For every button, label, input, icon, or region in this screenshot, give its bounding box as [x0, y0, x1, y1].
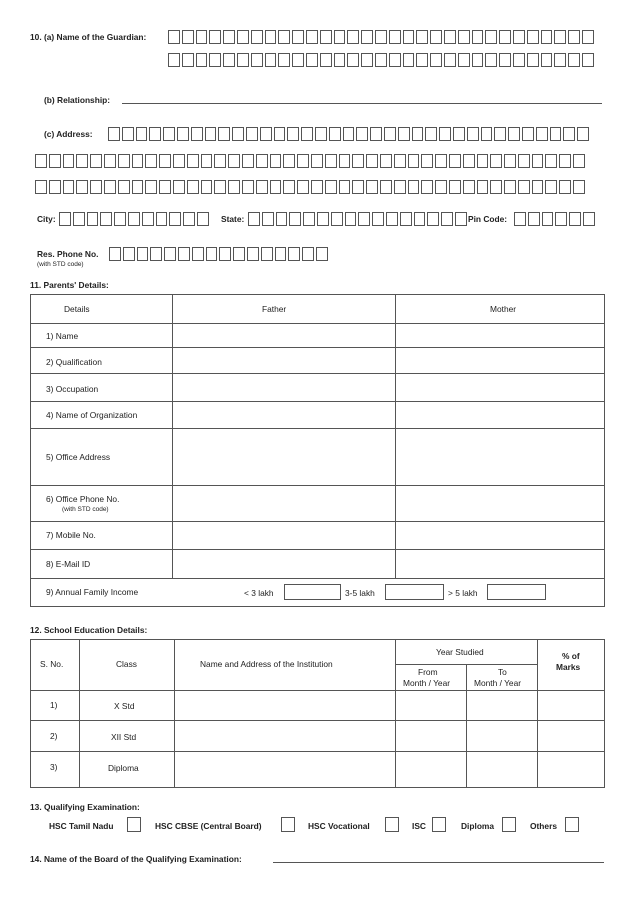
char-box[interactable]: [325, 154, 337, 168]
char-box[interactable]: [132, 180, 144, 194]
char-box[interactable]: [128, 212, 140, 226]
char-box[interactable]: [504, 180, 516, 194]
char-box[interactable]: [260, 127, 272, 141]
char-box[interactable]: [209, 53, 221, 67]
char-box[interactable]: [389, 30, 401, 44]
char-box[interactable]: [370, 127, 382, 141]
char-box[interactable]: [380, 180, 392, 194]
char-box[interactable]: [347, 53, 359, 67]
qual-option-others-checkbox[interactable]: [565, 817, 579, 832]
char-box[interactable]: [237, 30, 249, 44]
char-box[interactable]: [394, 154, 406, 168]
char-box[interactable]: [416, 30, 428, 44]
char-box[interactable]: [178, 247, 190, 261]
char-box[interactable]: [205, 127, 217, 141]
board-name-field[interactable]: [273, 862, 604, 863]
char-box[interactable]: [334, 53, 346, 67]
char-box[interactable]: [403, 30, 415, 44]
char-box[interactable]: [104, 154, 116, 168]
char-box[interactable]: [311, 180, 323, 194]
char-box[interactable]: [265, 30, 277, 44]
char-box[interactable]: [408, 180, 420, 194]
char-box[interactable]: [568, 53, 580, 67]
char-box[interactable]: [485, 30, 497, 44]
char-box[interactable]: [183, 212, 195, 226]
char-box[interactable]: [569, 212, 581, 226]
income-option-3-label: > 5 lakh: [448, 588, 478, 598]
char-box[interactable]: [218, 127, 230, 141]
char-box[interactable]: [414, 212, 426, 226]
char-box[interactable]: [201, 154, 213, 168]
char-box[interactable]: [542, 212, 554, 226]
char-box[interactable]: [306, 53, 318, 67]
char-box[interactable]: [408, 154, 420, 168]
char-box[interactable]: [481, 127, 493, 141]
school-row-1-sno: 1): [50, 700, 58, 710]
char-box[interactable]: [583, 212, 595, 226]
char-box[interactable]: [536, 127, 548, 141]
char-box[interactable]: [421, 154, 433, 168]
char-box[interactable]: [145, 154, 157, 168]
char-box[interactable]: [292, 30, 304, 44]
parents-col-divider-1: [172, 294, 173, 578]
char-box[interactable]: [262, 212, 274, 226]
res-phone-label: Res. Phone No.: [37, 249, 99, 259]
char-box[interactable]: [339, 154, 351, 168]
board-title: 14. Name of the Board of the Qualifying Examination:: [30, 854, 242, 864]
state-boxes[interactable]: [248, 212, 469, 226]
char-box[interactable]: [339, 180, 351, 194]
parents-row-organization: 4) Name of Organization: [46, 410, 138, 420]
char-box[interactable]: [398, 127, 410, 141]
char-box[interactable]: [63, 180, 75, 194]
char-box[interactable]: [453, 127, 465, 141]
char-box[interactable]: [356, 127, 368, 141]
char-box[interactable]: [297, 154, 309, 168]
char-box[interactable]: [463, 180, 475, 194]
char-box[interactable]: [247, 247, 259, 261]
city-label: City:: [37, 214, 56, 224]
school-header-to-month-year: Month / Year: [474, 678, 522, 688]
char-box[interactable]: [550, 127, 562, 141]
char-box[interactable]: [132, 154, 144, 168]
char-box[interactable]: [494, 127, 506, 141]
parents-row-income: 9) Annual Family Income: [46, 587, 139, 597]
char-box[interactable]: [573, 154, 585, 168]
char-box[interactable]: [467, 127, 479, 141]
char-box[interactable]: [114, 212, 126, 226]
qual-option-others-label: Others: [530, 821, 557, 831]
school-row-2-sno: 2): [50, 731, 58, 741]
school-row-3-class: Diploma: [108, 763, 139, 773]
char-box[interactable]: [430, 53, 442, 67]
pin-code-label: Pin Code:: [468, 214, 508, 224]
char-box[interactable]: [345, 212, 357, 226]
char-box[interactable]: [518, 180, 530, 194]
char-box[interactable]: [394, 180, 406, 194]
char-box[interactable]: [187, 180, 199, 194]
char-box[interactable]: [242, 180, 254, 194]
q10c-label: (c) Address:: [44, 129, 93, 139]
income-option-1-box[interactable]: [284, 584, 341, 600]
char-box[interactable]: [276, 212, 288, 226]
res-phone-std-note: (with STD code): [37, 261, 84, 268]
parents-row-mobile: 7) Mobile No.: [46, 530, 96, 540]
income-option-1-label: < 3 lakh: [244, 588, 274, 598]
char-box[interactable]: [156, 212, 168, 226]
char-box[interactable]: [559, 180, 571, 194]
char-box[interactable]: [458, 30, 470, 44]
char-box[interactable]: [528, 212, 540, 226]
office-phone-std-note: (with STD code): [62, 506, 109, 513]
char-box[interactable]: [315, 127, 327, 141]
char-box[interactable]: [334, 30, 346, 44]
char-box[interactable]: [303, 212, 315, 226]
char-box[interactable]: [427, 212, 439, 226]
income-option-2-box[interactable]: [385, 584, 444, 600]
parents-col-divider-2: [395, 294, 396, 578]
char-box[interactable]: [173, 154, 185, 168]
guardian-name-boxes-line1[interactable]: [168, 30, 596, 44]
school-header-class: Class: [116, 659, 137, 669]
state-label: State:: [221, 214, 245, 224]
char-box[interactable]: [118, 154, 130, 168]
char-box[interactable]: [573, 180, 585, 194]
char-box[interactable]: [527, 53, 539, 67]
char-box[interactable]: [228, 154, 240, 168]
char-box[interactable]: [532, 180, 544, 194]
char-box[interactable]: [325, 180, 337, 194]
char-box[interactable]: [449, 154, 461, 168]
school-header-pct: % of: [562, 651, 580, 661]
char-box[interactable]: [122, 127, 134, 141]
char-box[interactable]: [275, 247, 287, 261]
char-box[interactable]: [361, 30, 373, 44]
char-box[interactable]: [463, 154, 475, 168]
char-box[interactable]: [232, 127, 244, 141]
char-box[interactable]: [582, 30, 594, 44]
char-box[interactable]: [320, 53, 332, 67]
char-box[interactable]: [168, 53, 180, 67]
char-box[interactable]: [164, 247, 176, 261]
char-box[interactable]: [173, 180, 185, 194]
qual-option-hsc-tn-checkbox[interactable]: [127, 817, 141, 832]
char-box[interactable]: [104, 180, 116, 194]
char-box[interactable]: [532, 154, 544, 168]
char-box[interactable]: [118, 180, 130, 194]
char-box[interactable]: [100, 212, 112, 226]
qualifying-title: 13. Qualifying Examination:: [30, 802, 140, 812]
char-box[interactable]: [513, 53, 525, 67]
char-box[interactable]: [514, 212, 526, 226]
char-box[interactable]: [490, 154, 502, 168]
char-box[interactable]: [477, 180, 489, 194]
char-box[interactable]: [329, 127, 341, 141]
char-box[interactable]: [472, 53, 484, 67]
char-box[interactable]: [283, 154, 295, 168]
school-header-year-studied: Year Studied: [436, 647, 484, 657]
char-box[interactable]: [49, 180, 61, 194]
relationship-field[interactable]: [122, 103, 602, 104]
qual-option-isc-checkbox[interactable]: [432, 817, 446, 832]
pin-code-boxes[interactable]: [514, 212, 597, 226]
char-box[interactable]: [545, 180, 557, 194]
char-box[interactable]: [182, 53, 194, 67]
char-box[interactable]: [192, 247, 204, 261]
qual-option-diploma-checkbox[interactable]: [502, 817, 516, 832]
char-box[interactable]: [366, 154, 378, 168]
char-box[interactable]: [197, 212, 209, 226]
char-box[interactable]: [311, 154, 323, 168]
char-box[interactable]: [317, 212, 329, 226]
char-box[interactable]: [412, 127, 424, 141]
school-details-title: 12. School Education Details:: [30, 625, 148, 635]
char-box[interactable]: [416, 53, 428, 67]
char-box[interactable]: [233, 247, 245, 261]
char-box[interactable]: [563, 127, 575, 141]
char-box[interactable]: [214, 180, 226, 194]
char-box[interactable]: [149, 127, 161, 141]
char-box[interactable]: [136, 127, 148, 141]
char-box[interactable]: [248, 212, 260, 226]
char-box[interactable]: [292, 53, 304, 67]
q10b-label: (b) Relationship:: [44, 95, 111, 105]
char-box[interactable]: [87, 212, 99, 226]
char-box[interactable]: [137, 247, 149, 261]
school-row-2-class: XII Std: [111, 732, 137, 742]
char-box[interactable]: [499, 53, 511, 67]
char-box[interactable]: [375, 53, 387, 67]
char-box[interactable]: [458, 53, 470, 67]
char-box[interactable]: [278, 53, 290, 67]
char-box[interactable]: [209, 30, 221, 44]
char-box[interactable]: [256, 154, 268, 168]
char-box[interactable]: [270, 154, 282, 168]
parents-row-office-address: 5) Office Address: [46, 452, 111, 462]
qual-option-cbse-checkbox[interactable]: [281, 817, 295, 832]
address-boxes-line3[interactable]: [35, 180, 587, 194]
char-box[interactable]: [187, 154, 199, 168]
char-box[interactable]: [265, 53, 277, 67]
school-header-marks: Marks: [556, 662, 581, 672]
char-box[interactable]: [177, 127, 189, 141]
char-box[interactable]: [90, 154, 102, 168]
char-box[interactable]: [35, 154, 47, 168]
res-phone-boxes[interactable]: [109, 247, 330, 261]
qual-option-diploma-label: Diploma: [461, 821, 495, 831]
qual-option-isc-label: ISC: [412, 821, 426, 831]
char-box[interactable]: [123, 247, 135, 261]
char-box[interactable]: [380, 154, 392, 168]
char-box[interactable]: [223, 30, 235, 44]
char-box[interactable]: [237, 53, 249, 67]
char-box[interactable]: [191, 127, 203, 141]
char-box[interactable]: [485, 53, 497, 67]
char-box[interactable]: [425, 127, 437, 141]
char-box[interactable]: [386, 212, 398, 226]
char-box[interactable]: [283, 180, 295, 194]
char-box[interactable]: [35, 180, 47, 194]
char-box[interactable]: [63, 154, 75, 168]
income-option-3-box[interactable]: [487, 584, 546, 600]
qual-option-vocational-label: HSC Vocational: [308, 821, 370, 831]
char-box[interactable]: [366, 180, 378, 194]
parents-header-mother: Mother: [490, 304, 517, 314]
char-box[interactable]: [389, 53, 401, 67]
char-box[interactable]: [518, 154, 530, 168]
income-option-2-label: 3-5 lakh: [345, 588, 375, 598]
char-box[interactable]: [109, 247, 121, 261]
char-box[interactable]: [384, 127, 396, 141]
char-box[interactable]: [352, 180, 364, 194]
char-box[interactable]: [358, 212, 370, 226]
char-box[interactable]: [577, 127, 589, 141]
char-box[interactable]: [343, 127, 355, 141]
char-box[interactable]: [196, 30, 208, 44]
char-box[interactable]: [513, 30, 525, 44]
char-box[interactable]: [499, 30, 511, 44]
char-box[interactable]: [242, 154, 254, 168]
char-box[interactable]: [206, 247, 218, 261]
parents-row-name: 1) Name: [46, 331, 79, 341]
parents-header-father: Father: [262, 304, 287, 314]
char-box[interactable]: [150, 247, 162, 261]
char-box[interactable]: [73, 212, 85, 226]
char-box[interactable]: [270, 180, 282, 194]
school-row-1-class: X Std: [114, 701, 135, 711]
parents-row-qualification: 2) Qualification: [46, 357, 102, 367]
char-box[interactable]: [455, 212, 467, 226]
char-box[interactable]: [163, 127, 175, 141]
char-box[interactable]: [435, 180, 447, 194]
char-box[interactable]: [246, 127, 258, 141]
char-box[interactable]: [316, 247, 328, 261]
char-box[interactable]: [289, 212, 301, 226]
char-box[interactable]: [490, 180, 502, 194]
parents-details-title: 11. Parents' Details:: [30, 280, 109, 290]
char-box[interactable]: [472, 30, 484, 44]
char-box[interactable]: [251, 30, 263, 44]
char-box[interactable]: [320, 30, 332, 44]
char-box[interactable]: [508, 127, 520, 141]
char-box[interactable]: [555, 212, 567, 226]
char-box[interactable]: [435, 154, 447, 168]
char-box[interactable]: [430, 30, 442, 44]
char-box[interactable]: [142, 212, 154, 226]
qual-option-vocational-checkbox[interactable]: [385, 817, 399, 832]
school-header-to: To: [498, 667, 507, 677]
char-box[interactable]: [421, 180, 433, 194]
char-box[interactable]: [306, 30, 318, 44]
city-boxes[interactable]: [59, 212, 211, 226]
char-box[interactable]: [145, 180, 157, 194]
char-box[interactable]: [261, 247, 273, 261]
char-box[interactable]: [76, 154, 88, 168]
char-box[interactable]: [559, 154, 571, 168]
char-box[interactable]: [444, 53, 456, 67]
char-box[interactable]: [403, 53, 415, 67]
char-box[interactable]: [59, 212, 71, 226]
char-box[interactable]: [159, 180, 171, 194]
char-box[interactable]: [375, 30, 387, 44]
char-box[interactable]: [541, 53, 553, 67]
char-box[interactable]: [214, 154, 226, 168]
address-boxes-line2[interactable]: [35, 154, 587, 168]
char-box[interactable]: [274, 127, 286, 141]
school-header-from-month-year: Month / Year: [403, 678, 451, 688]
char-box[interactable]: [90, 180, 102, 194]
char-box[interactable]: [372, 212, 384, 226]
char-box[interactable]: [444, 30, 456, 44]
school-header-institution: Name and Address of the Institution: [200, 659, 333, 669]
char-box[interactable]: [201, 180, 213, 194]
char-box[interactable]: [288, 247, 300, 261]
char-box[interactable]: [522, 127, 534, 141]
char-box[interactable]: [504, 154, 516, 168]
char-box[interactable]: [554, 30, 566, 44]
char-box[interactable]: [219, 247, 231, 261]
char-box[interactable]: [76, 180, 88, 194]
school-header-sno: S. No.: [40, 659, 64, 669]
char-box[interactable]: [477, 154, 489, 168]
char-box[interactable]: [568, 30, 580, 44]
char-box[interactable]: [347, 30, 359, 44]
char-box[interactable]: [449, 180, 461, 194]
parents-header-details: Details: [64, 304, 90, 314]
char-box[interactable]: [169, 212, 181, 226]
char-box[interactable]: [301, 127, 313, 141]
char-box[interactable]: [527, 30, 539, 44]
parents-table: [30, 294, 605, 607]
char-box[interactable]: [159, 154, 171, 168]
qual-option-hsc-tn-label: HSC Tamil Nadu: [49, 821, 114, 831]
char-box[interactable]: [168, 30, 180, 44]
char-box[interactable]: [352, 154, 364, 168]
char-box[interactable]: [361, 53, 373, 67]
char-box[interactable]: [182, 30, 194, 44]
school-header-from: From: [418, 667, 438, 677]
char-box[interactable]: [582, 53, 594, 67]
guardian-name-boxes-line2[interactable]: [168, 53, 596, 67]
parents-row-email: 8) E-Mail ID: [46, 559, 91, 569]
char-box[interactable]: [223, 53, 235, 67]
parents-row-occupation: 3) Occupation: [46, 384, 99, 394]
char-box[interactable]: [196, 53, 208, 67]
char-box[interactable]: [554, 53, 566, 67]
qual-option-cbse-label: HSC CBSE (Central Board): [155, 821, 262, 831]
char-box[interactable]: [108, 127, 120, 141]
char-box[interactable]: [541, 30, 553, 44]
char-box[interactable]: [545, 154, 557, 168]
char-box[interactable]: [331, 212, 343, 226]
school-row-3-sno: 3): [50, 762, 58, 772]
char-box[interactable]: [439, 127, 451, 141]
char-box[interactable]: [251, 53, 263, 67]
char-box[interactable]: [400, 212, 412, 226]
char-box[interactable]: [287, 127, 299, 141]
char-box[interactable]: [228, 180, 240, 194]
char-box[interactable]: [256, 180, 268, 194]
q10a-label: 10. (a) Name of the Guardian:: [30, 32, 147, 42]
char-box[interactable]: [49, 154, 61, 168]
char-box[interactable]: [278, 30, 290, 44]
char-box[interactable]: [441, 212, 453, 226]
address-boxes-line1[interactable]: [108, 127, 591, 141]
char-box[interactable]: [297, 180, 309, 194]
char-box[interactable]: [302, 247, 314, 261]
parents-row-office-phone: 6) Office Phone No.: [46, 494, 120, 504]
